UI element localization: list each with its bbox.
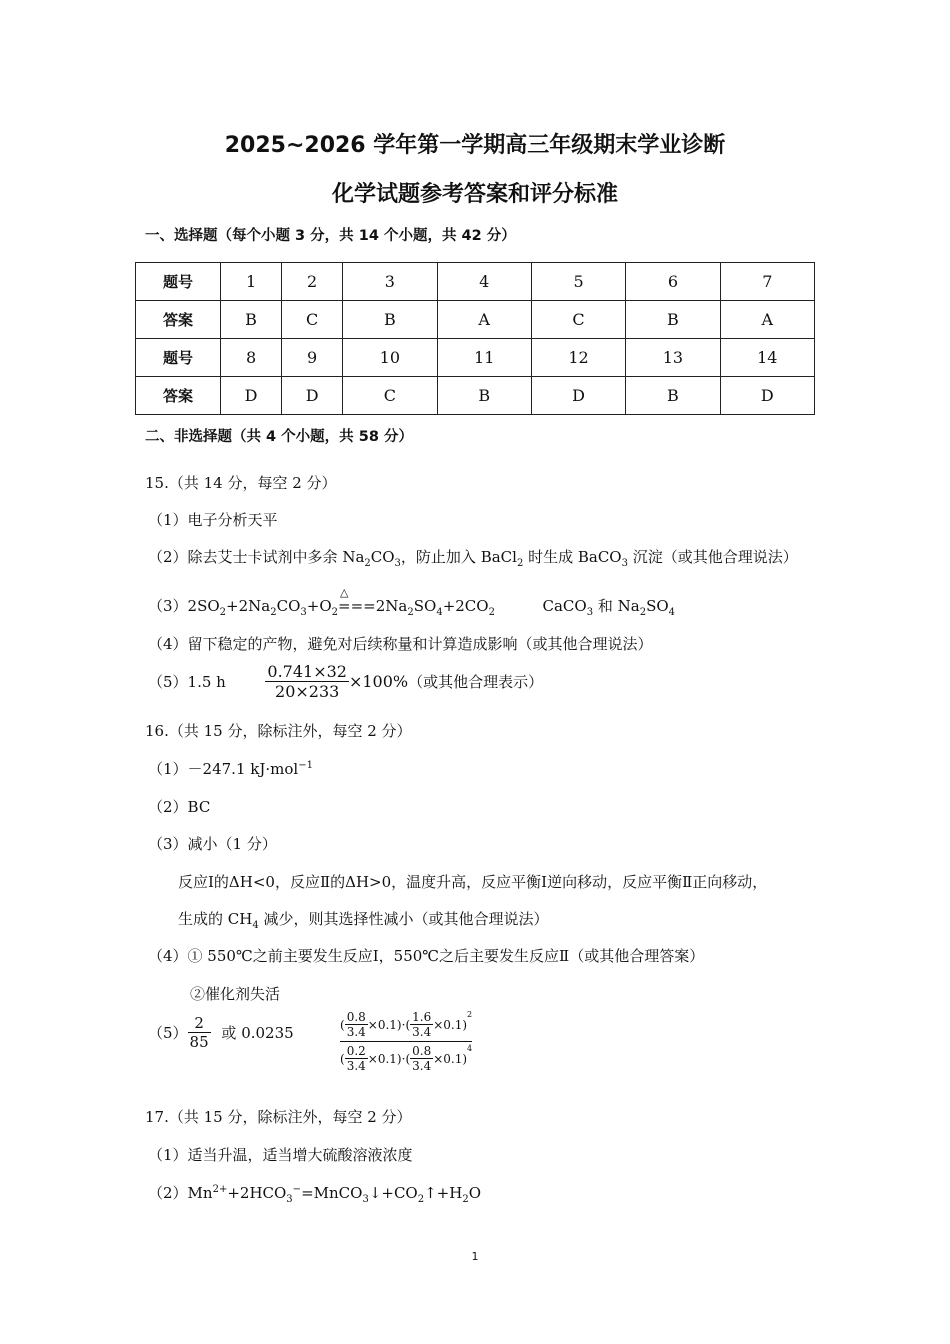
- table-cell: B: [343, 301, 437, 339]
- table-row: [136, 301, 815, 339]
- q17-answer-2: $(2)Mn^{2+}+2HCO_3^-=MnCO_3↓+CO_2↑+H_2O$: [148, 1184, 482, 1205]
- table-cell: C: [282, 301, 343, 339]
- table-cell: 11: [437, 339, 531, 377]
- q16-answer-3: （3）减小（1 分）: [148, 835, 277, 853]
- q16-answer-1: （1）－247.1 kJ·mol$^{-1}$: [148, 760, 313, 778]
- table-row: [136, 339, 815, 377]
- table-cell: C: [531, 301, 625, 339]
- q15-answer-2: （2）除去艾士卡试剂中多余 $Na_2CO_3$，防止加入 BaCl$_2$ 时生成 BaCO$_3$ 沉淀（或其他合理说法）: [148, 548, 798, 569]
- q16-heading: 16.（共 15 分，除标注外，每空 2 分）: [145, 722, 412, 740]
- table-cell: 5: [531, 263, 625, 301]
- table-cell: 6: [626, 263, 720, 301]
- table-cell: A: [720, 301, 814, 339]
- document-subtitle: 化学试题参考答案和评分标准: [331, 182, 618, 207]
- page-number: 1: [471, 1250, 479, 1263]
- table-cell: 1: [221, 263, 282, 301]
- fraction: $\frac{0.2}{3.4}$: [346, 1044, 366, 1073]
- table-cell: B: [437, 377, 531, 415]
- table-label: 题号: [136, 263, 221, 301]
- expression-numerator: ( $\frac{0.8}{3.4}$ ×0.1)·( $\frac{1.6}{3.4}$ ×0.1)$^2$: [340, 1010, 472, 1042]
- section-heading-nonchoice: 二、非选择题（共 4 个小题，共 58 分）: [145, 429, 413, 445]
- answer-table: [135, 262, 815, 415]
- table-cell: 14: [720, 339, 814, 377]
- fraction: $\frac{2}{85}$: [189, 1014, 209, 1051]
- table-cell: 10: [343, 339, 437, 377]
- table-cell: 12: [531, 339, 625, 377]
- table-cell: 2: [282, 263, 343, 301]
- table-cell: 9: [282, 339, 343, 377]
- equilibrium-expression: [340, 1010, 472, 1073]
- heating-equals-sign: △ ===: [338, 586, 376, 615]
- fraction: $\frac{0.8}{3.4}$: [412, 1044, 432, 1073]
- table-row: [136, 377, 815, 415]
- table-cell: D: [720, 377, 814, 415]
- table-cell: 7: [720, 263, 814, 301]
- table-cell: C: [343, 377, 437, 415]
- fraction: $\frac{0.8}{3.4}$: [346, 1010, 366, 1039]
- q15-answer-3: $(3)2SO_2+2Na_2CO_3+O_2$ △ $===2Na_2SO_4+2CO_2$ CaCO$_3$ 和 $Na_2SO_4$: [148, 586, 676, 618]
- q16-answer-4-2: ②催化剂失活: [190, 985, 281, 1003]
- table-label: 答案: [136, 377, 221, 415]
- q15-answer-5: （5）1.5 h $\frac{0.741\times 32}{20\times 233}$ ×100%（或其他合理表示）: [148, 662, 544, 701]
- table-cell: B: [221, 301, 282, 339]
- table-cell: 4: [437, 263, 531, 301]
- q15-answer-4: （4）留下稳定的产物，避免对后续称量和计算造成影响（或其他合理说法）: [148, 635, 653, 653]
- q16-answer-4-1: （4）① 550℃之前主要发生反应Ⅰ，550℃之后主要发生反应Ⅱ（或其他合理答案）: [148, 947, 705, 965]
- q15-heading: 15.（共 14 分，每空 2 分）: [145, 474, 337, 492]
- table-label: 题号: [136, 339, 221, 377]
- q17-answer-1: （1）适当升温，适当增大硫酸溶液浓度: [148, 1146, 413, 1164]
- table-cell: 13: [626, 339, 720, 377]
- expression-denominator: ( $\frac{0.2}{3.4}$ ×0.1)·( $\frac{0.8}{3.4}$ ×0.1)$^4$: [340, 1044, 473, 1073]
- table-label: 答案: [136, 301, 221, 339]
- q16-answer-2: （2）BC: [148, 798, 211, 816]
- table-cell: A: [437, 301, 531, 339]
- q16-answer-3-reason-cont: 生成的 $CH_4$ 减少，则其选择性减小（或其他合理说法）: [178, 910, 549, 931]
- document-title: 2025~2026 学年第一学期高三年级期末学业诊断: [224, 133, 726, 158]
- table-cell: D: [282, 377, 343, 415]
- section-heading-choice: 一、选择题（每个小题 3 分，共 14 个小题，共 42 分）: [145, 228, 516, 244]
- table-cell: D: [221, 377, 282, 415]
- q15-answer-1: （1）电子分析天平: [148, 511, 278, 529]
- table-cell: 8: [221, 339, 282, 377]
- table-cell: B: [626, 377, 720, 415]
- table-cell: D: [531, 377, 625, 415]
- table-cell: B: [626, 301, 720, 339]
- fraction: $\frac{0.741\times 32}{20\times 233}$: [267, 662, 347, 701]
- q16-answer-5: （5） $\frac{2}{85}$ 或 0.0235: [148, 1014, 294, 1051]
- table-row: [136, 263, 815, 301]
- q16-answer-3-reason: 反应Ⅰ的ΔH<0，反应Ⅱ的ΔH>0，温度升高，反应平衡Ⅰ逆向移动，反应平衡Ⅱ正向移动，: [178, 873, 768, 891]
- q17-heading: 17.（共 15 分，除标注外，每空 2 分）: [145, 1108, 412, 1126]
- fraction: $\frac{1.6}{3.4}$: [412, 1010, 432, 1039]
- table-cell: 3: [343, 263, 437, 301]
